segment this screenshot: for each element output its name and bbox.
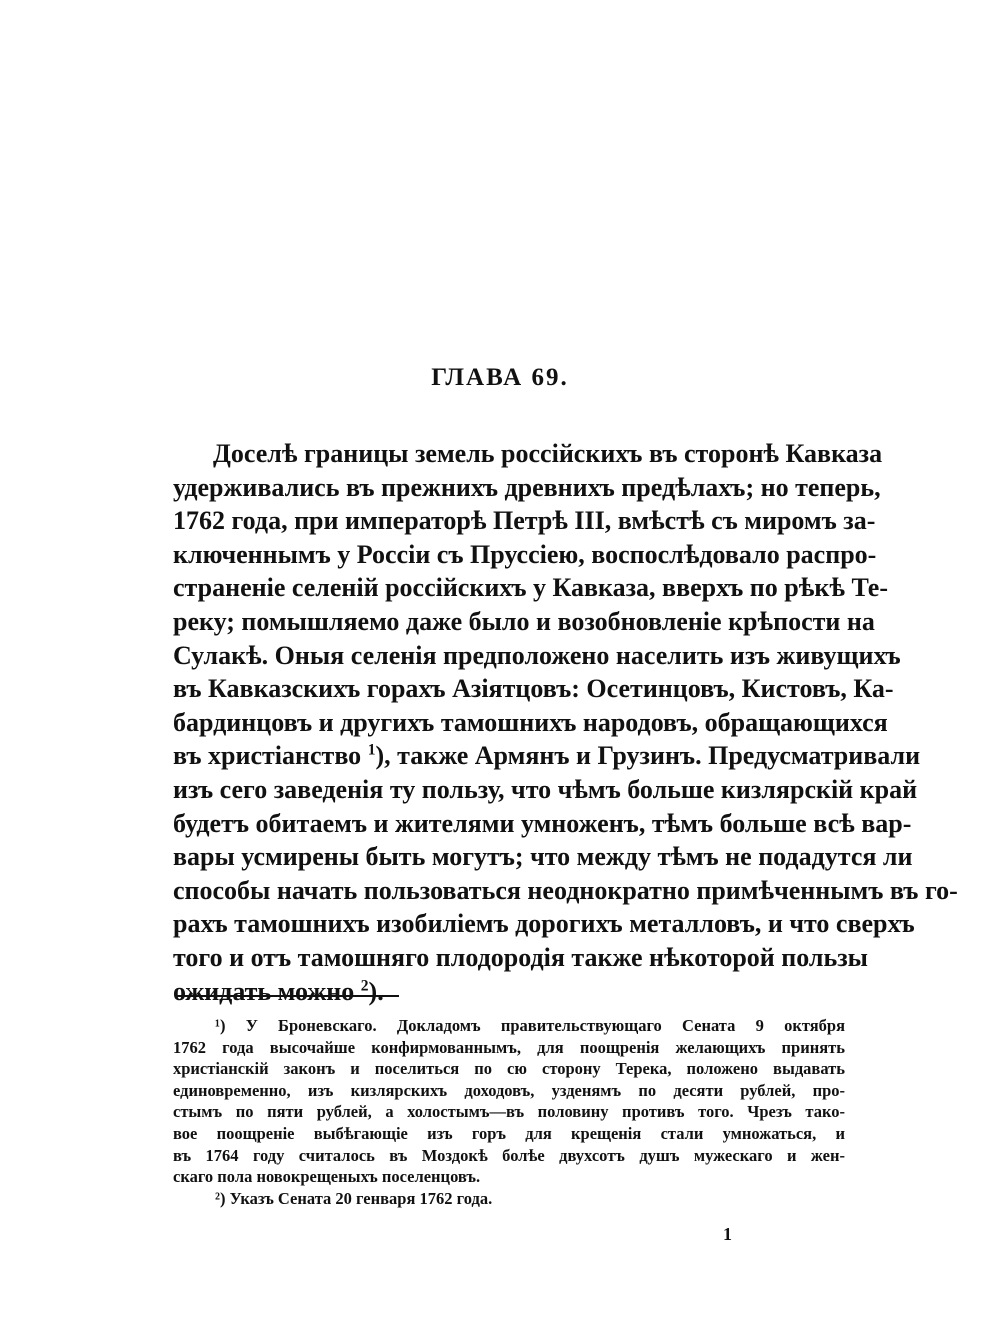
text-line: бардинцовъ и другихъ тамошнихъ народовъ, обращающихся [173,707,888,737]
text-line: ключеннымъ у Россіи съ Пруссіею, воспослѣдовало распро- [173,539,877,569]
text-line: будетъ обитаемъ и жителями умноженъ, тѣмъ больше всѣ вар- [173,808,912,838]
text-line: удерживались въ прежнихъ древнихъ предѣлахъ; но теперь, [173,472,881,502]
footnote-2-line [173,1188,845,1210]
footnote-marker-1[interactable]: 1 [367,741,376,759]
text-line: изъ сего заведенія ту пользу, что чѣмъ больше кизлярскій край [173,774,918,804]
footnote-1-marker: ¹) [215,1016,226,1035]
text-line: реку; помышляемо даже было и возобновленіе крѣпости на [173,606,875,636]
footnote-1-line: стымъ по пяти рублей, а холостымъ—въ половину противъ того. Чрезъ тако- [173,1102,845,1122]
footnote-1-line: 1762 года высочайше конфирмованнымъ, для поощренія желающихъ принять [173,1037,845,1057]
footnote-1-line: скаго пола новокрещеныхъ поселенцовъ. [173,1167,481,1187]
text-line: въ Кавказскихъ горахъ Азіятцовъ: Осетинцовъ, Кистовъ, Ка- [173,674,894,704]
footnotes [173,1015,845,1209]
chapter-title: ГЛАВА 69. [431,364,569,391]
footnote-1-line [173,1015,845,1037]
text-line: Сулакѣ. Оныя селенія предположено населить изъ живущихъ [173,640,901,670]
text-line: 1762 года, при императорѣ Петрѣ III, вмѣстѣ съ миромъ за- [173,506,876,536]
text-line: страненіе селеній россійскихъ у Кавказа, вверхъ по рѣкѣ Те- [173,573,888,603]
footnote-1-line: въ 1764 году считалось въ Моздокѣ болѣе двухсотъ душъ мужескаго и жен- [173,1145,845,1165]
text-line: того и отъ тамошняго плодородія также нѣкоторой пользы [173,942,868,972]
footnote-divider [177,995,399,997]
text-line: рахъ тамошнихъ изобиліемъ дорогихъ металловъ, и что сверхъ [173,909,915,939]
text-line-with-footnote [173,975,845,1009]
text-fragment: ), также Армянъ и Грузинъ. Предусматривали [375,741,921,771]
text-line-with-footnote [173,739,921,773]
footnote-text: Указъ Сената 20 генваря 1762 года. [229,1188,493,1208]
footnote-1-line: христіанскій законъ и поселиться по сю сторону Терека, положено выдавать [173,1059,845,1079]
footnote-marker-2[interactable]: 2 [360,977,369,995]
footnote-text: У Броневскаго. Докладомъ правительствующаго Сената 9 октября [245,1016,846,1035]
footnote-2-marker: ²) [215,1188,226,1208]
text-line: способы начать пользоваться неоднократно примѣченнымъ въ го- [173,875,958,905]
main-paragraph [173,437,958,1008]
text-fragment: ожидать можно [173,976,355,1006]
footnote-1-line: вое поощреніе выбѣгающіе изъ горъ для крещенія стали умножаться, и [173,1123,845,1143]
text-fragment: въ христіанство [173,741,362,771]
text-fragment: ). [368,976,384,1006]
text-line: вары усмирены быть могутъ; что между тѣмъ не подадутся ли [173,842,913,872]
text-line: Доселѣ границы земель россійскихъ въ сторонѣ Кавказа [213,439,883,468]
footnote-1-line: единовременно, изъ кизлярскихъ доходовъ, узденямъ по десяти рублей, про- [173,1080,845,1100]
page-number: 1 [723,1224,732,1244]
